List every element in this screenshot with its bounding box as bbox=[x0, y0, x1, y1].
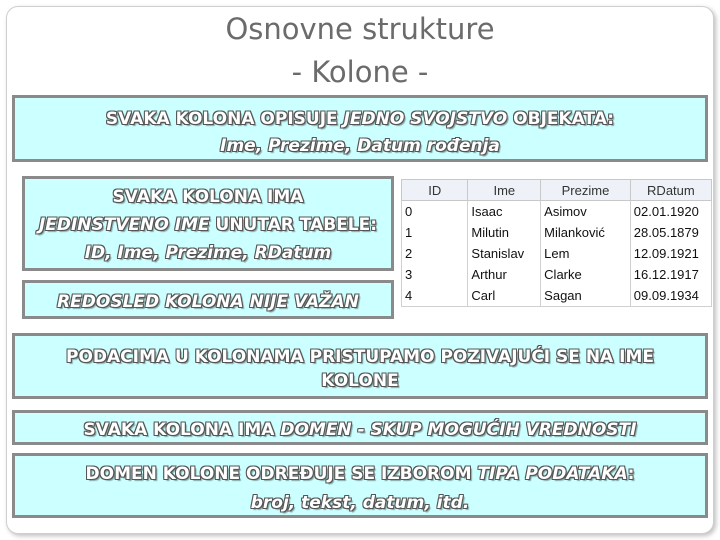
table-cell: Milanković bbox=[541, 222, 631, 243]
box-column-order bbox=[22, 280, 394, 319]
table-cell: Arthur bbox=[468, 264, 541, 285]
table-cell: 09.09.1934 bbox=[630, 285, 711, 307]
table-cell: 4 bbox=[402, 285, 468, 307]
b4-line-2: KOLONE bbox=[321, 371, 399, 391]
table-cell: 12.09.1921 bbox=[630, 243, 711, 264]
table-header-ime: Ime bbox=[468, 180, 541, 201]
table-cell: 28.05.1879 bbox=[630, 222, 711, 243]
b5-text-2: DOMEN - SKUP MOGUĆIH VREDNOSTI bbox=[280, 420, 637, 440]
table-cell: Asimov bbox=[541, 201, 631, 223]
table-cell: Isaac bbox=[468, 201, 541, 223]
b2-examples: ID, Ime, Prezime, RDatum bbox=[84, 243, 332, 263]
box-access-by-name bbox=[12, 333, 708, 399]
table-cell: Sagan bbox=[541, 285, 631, 307]
b2-line-1: SVAKA KOLONA IMA bbox=[112, 187, 304, 207]
table-cell: 2 bbox=[402, 243, 468, 264]
b2-line-2-italic: JEDINSTVENO IME bbox=[38, 215, 210, 235]
b5-text-1: SVAKA KOLONA IMA bbox=[83, 420, 281, 440]
table-cell: Milutin bbox=[468, 222, 541, 243]
b1-text-2: JEDNO SVOJSTVO bbox=[343, 109, 508, 129]
table-row bbox=[402, 222, 712, 243]
table-cell: 0 bbox=[402, 201, 468, 223]
table-row bbox=[402, 243, 712, 264]
table-cell: Clarke bbox=[541, 264, 631, 285]
box-data-type bbox=[12, 453, 708, 518]
table-cell: 16.12.1917 bbox=[630, 264, 711, 285]
b1-examples: Ime, Prezime, Datum rođenja bbox=[220, 136, 500, 156]
table-row bbox=[402, 264, 712, 285]
b2-line-2-rest: UNUTAR TABELE: bbox=[209, 215, 378, 235]
example-table bbox=[401, 179, 712, 307]
b1-text-3: OBJEKATA: bbox=[507, 109, 615, 129]
b6-text-3: : bbox=[627, 464, 635, 484]
slide-title: Osnovne strukture bbox=[225, 12, 495, 46]
box-column-property bbox=[12, 95, 708, 162]
box-domain bbox=[12, 410, 708, 445]
table-cell: Stanislav bbox=[468, 243, 541, 264]
b4-line-1: PODACIMA U KOLONAMA PRISTUPAMO POZIVAJUĆI SE NA IME bbox=[66, 347, 654, 367]
table-header-rdatum: RDatum bbox=[630, 180, 711, 201]
slide-subtitle: - Kolone - bbox=[291, 55, 429, 89]
table-row bbox=[402, 201, 712, 223]
b6-examples: broj, tekst, datum, itd. bbox=[250, 493, 470, 513]
table-header-id: ID bbox=[402, 180, 468, 201]
b6-text-1: DOMEN KOLONE ODREĐUJE SE IZBOROM bbox=[85, 464, 478, 484]
table-header-prezime: Prezime bbox=[541, 180, 631, 201]
b3-text: REDOSLED KOLONA NIJE VAŽAN bbox=[57, 292, 359, 312]
table-cell: 02.01.1920 bbox=[630, 201, 711, 223]
table-cell: 3 bbox=[402, 264, 468, 285]
table-cell: Carl bbox=[468, 285, 541, 307]
table-header-row bbox=[402, 180, 712, 201]
table-row bbox=[402, 285, 712, 307]
table-cell: Lem bbox=[541, 243, 631, 264]
box-unique-name bbox=[22, 176, 394, 271]
b1-text-1: SVAKA KOLONA OPISUJE bbox=[105, 109, 344, 129]
table-cell: 1 bbox=[402, 222, 468, 243]
b6-text-2: TIPA PODATAKA bbox=[477, 464, 628, 484]
